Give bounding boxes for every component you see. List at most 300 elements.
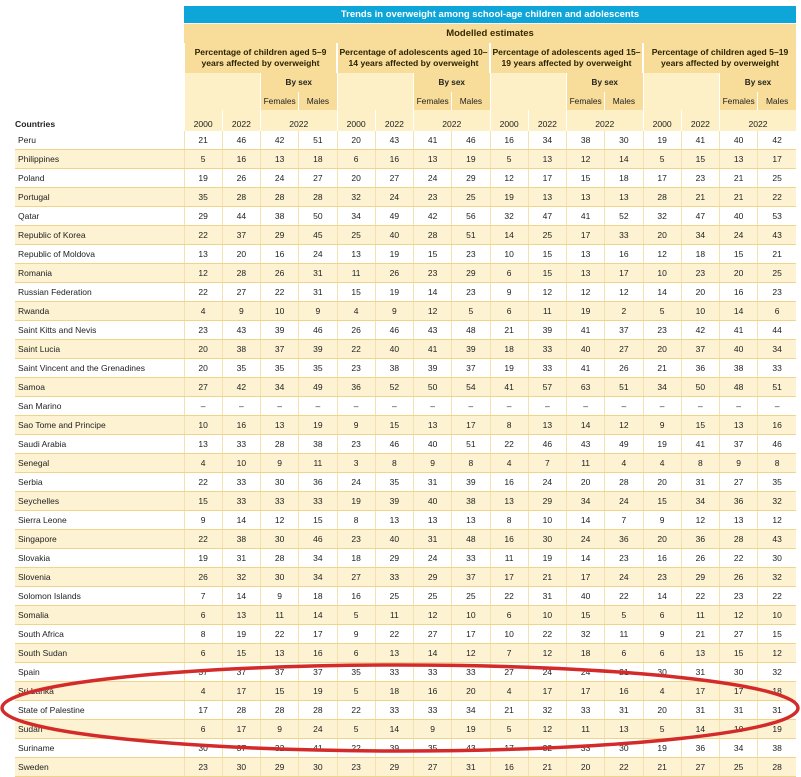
value-cell: 37 [261, 663, 299, 682]
value-cell: 32 [222, 568, 260, 587]
value-cell: 21 [184, 131, 222, 150]
group-header-5-9: Percentage of children aged 5–9 years affected by overweight [184, 43, 337, 73]
value-cell: 17 [528, 169, 566, 188]
country-name: Rwanda [15, 302, 184, 321]
table-row [15, 264, 796, 283]
value-cell: 4 [643, 682, 681, 701]
value-cell: 12 [528, 283, 566, 302]
value-cell: 25 [720, 758, 758, 777]
value-cell: 40 [375, 226, 413, 245]
value-cell: 31 [681, 663, 719, 682]
value-cell: 15 [337, 283, 375, 302]
value-cell: 18 [758, 682, 796, 701]
value-cell: 22 [758, 587, 796, 606]
value-cell: 24 [337, 473, 375, 492]
value-cell: 13 [528, 188, 566, 207]
value-cell: 11 [567, 454, 605, 473]
value-cell: 10 [720, 720, 758, 739]
value-cell: 12 [452, 644, 490, 663]
value-cell: 16 [261, 245, 299, 264]
country-name: Solomon Islands [15, 587, 184, 606]
table-row [15, 530, 796, 549]
value-cell: 36 [605, 530, 643, 549]
value-cell: 14 [222, 511, 260, 530]
value-cell: 28 [222, 701, 260, 720]
value-cell: 26 [375, 264, 413, 283]
value-cell: 15 [567, 169, 605, 188]
value-cell: 53 [758, 207, 796, 226]
country-name: Senegal [15, 454, 184, 473]
value-cell: 30 [261, 473, 299, 492]
value-cell: 15 [299, 511, 337, 530]
value-cell: 54 [452, 378, 490, 397]
value-cell: 16 [375, 150, 413, 169]
value-cell: 34 [261, 378, 299, 397]
value-cell: 10 [490, 245, 528, 264]
value-cell: 13 [375, 644, 413, 663]
value-cell: 33 [222, 435, 260, 454]
value-cell: 20 [452, 682, 490, 701]
value-cell: 13 [528, 150, 566, 169]
table-row [15, 150, 796, 169]
value-cell: 32 [490, 207, 528, 226]
value-cell: 22 [375, 625, 413, 644]
value-cell: 23 [720, 587, 758, 606]
value-cell: 8 [184, 625, 222, 644]
value-cell: 21 [720, 169, 758, 188]
value-cell: 22 [681, 587, 719, 606]
value-cell: 31 [758, 701, 796, 720]
value-cell: 10 [452, 606, 490, 625]
value-cell: 17 [528, 682, 566, 701]
value-cell: 14 [605, 150, 643, 169]
value-cell: 17 [567, 568, 605, 587]
value-cell: – [567, 397, 605, 416]
value-cell: 9 [643, 416, 681, 435]
value-cell: 14 [299, 606, 337, 625]
value-cell: 30 [528, 530, 566, 549]
value-cell: 34 [720, 739, 758, 758]
value-cell: 19 [184, 549, 222, 568]
value-cell: 9 [299, 302, 337, 321]
value-cell: 27 [222, 283, 260, 302]
value-cell: 15 [681, 150, 719, 169]
value-cell: 9 [720, 454, 758, 473]
value-cell: 11 [528, 302, 566, 321]
value-cell: 13 [567, 264, 605, 283]
value-cell: 35 [758, 473, 796, 492]
value-cell: 27 [681, 758, 719, 777]
value-cell: 5 [452, 302, 490, 321]
males-header: Males [758, 92, 796, 110]
value-cell: 30 [184, 739, 222, 758]
data-table [15, 6, 796, 777]
value-cell: 30 [299, 758, 337, 777]
value-cell: 21 [643, 758, 681, 777]
value-cell: 19 [184, 169, 222, 188]
value-cell: 4 [490, 682, 528, 701]
value-cell: 31 [452, 758, 490, 777]
value-cell: 37 [681, 340, 719, 359]
value-cell: 17 [567, 682, 605, 701]
value-cell: 9 [643, 511, 681, 530]
value-cell: 13 [720, 416, 758, 435]
value-cell: 35 [299, 359, 337, 378]
value-cell: 46 [758, 435, 796, 454]
value-cell: 50 [299, 207, 337, 226]
value-cell: 17 [490, 739, 528, 758]
value-cell: 36 [681, 739, 719, 758]
country-name: Slovenia [15, 568, 184, 587]
value-cell: 16 [299, 644, 337, 663]
value-cell: 42 [261, 131, 299, 150]
value-cell: 40 [720, 131, 758, 150]
value-cell: 13 [605, 720, 643, 739]
value-cell: 9 [414, 454, 452, 473]
value-cell: 21 [490, 321, 528, 340]
value-cell: 17 [605, 264, 643, 283]
value-cell: 17 [490, 568, 528, 587]
value-cell: 28 [643, 188, 681, 207]
value-cell: 19 [222, 625, 260, 644]
value-cell: 40 [375, 530, 413, 549]
value-cell: 23 [337, 435, 375, 454]
table-row [15, 701, 796, 720]
value-cell: 43 [414, 321, 452, 340]
value-cell: 9 [222, 302, 260, 321]
group-header-10-14: Percentage of adolescents aged 10–14 years affected by overweight [337, 43, 490, 73]
value-cell: 26 [720, 568, 758, 587]
value-cell: 30 [222, 758, 260, 777]
value-cell: 12 [414, 606, 452, 625]
value-cell: 23 [758, 283, 796, 302]
value-cell: 33 [375, 663, 413, 682]
value-cell: 27 [337, 568, 375, 587]
year-header: 2022 [681, 110, 719, 131]
value-cell: 43 [452, 739, 490, 758]
females-header: Females [720, 92, 758, 110]
country-name: Qatar [15, 207, 184, 226]
value-cell: 22 [528, 625, 566, 644]
value-cell: 24 [567, 663, 605, 682]
value-cell: 12 [758, 511, 796, 530]
table-row [15, 359, 796, 378]
value-cell: 41 [681, 435, 719, 454]
value-cell: 17 [222, 720, 260, 739]
country-name: Saint Vincent and the Grenadines [15, 359, 184, 378]
value-cell: 3 [337, 454, 375, 473]
value-cell: 39 [261, 321, 299, 340]
value-cell: 41 [681, 131, 719, 150]
value-cell: 36 [299, 473, 337, 492]
value-cell: 12 [605, 283, 643, 302]
value-cell: 34 [758, 340, 796, 359]
value-cell: 21 [758, 245, 796, 264]
value-cell: 22 [184, 226, 222, 245]
value-cell: – [681, 397, 719, 416]
value-cell: 5 [490, 150, 528, 169]
value-cell: 6 [643, 644, 681, 663]
country-name: San Marino [15, 397, 184, 416]
value-cell: 41 [567, 321, 605, 340]
value-cell: 29 [452, 264, 490, 283]
value-cell: 17 [681, 682, 719, 701]
value-cell: 24 [567, 530, 605, 549]
value-cell: 28 [261, 435, 299, 454]
value-cell: 19 [452, 720, 490, 739]
header-spacer [184, 92, 261, 110]
table-row [15, 606, 796, 625]
value-cell: 27 [414, 758, 452, 777]
value-cell: 27 [720, 473, 758, 492]
value-cell: 22 [337, 701, 375, 720]
value-cell: 12 [414, 302, 452, 321]
value-cell: 16 [490, 758, 528, 777]
value-cell: 35 [222, 359, 260, 378]
value-cell: 28 [299, 188, 337, 207]
value-cell: 18 [490, 340, 528, 359]
value-cell: 29 [261, 226, 299, 245]
value-cell: 29 [414, 568, 452, 587]
value-cell: 31 [605, 701, 643, 720]
value-cell: 32 [758, 663, 796, 682]
value-cell: 49 [605, 435, 643, 454]
value-cell: 4 [337, 302, 375, 321]
value-cell: 50 [681, 378, 719, 397]
value-cell: 19 [528, 549, 566, 568]
value-cell: 37 [184, 663, 222, 682]
countries-heading: Countries [15, 119, 56, 129]
value-cell: 13 [261, 416, 299, 435]
value-cell: 13 [414, 511, 452, 530]
value-cell: 8 [681, 454, 719, 473]
value-cell: 32 [567, 625, 605, 644]
value-cell: 36 [337, 378, 375, 397]
value-cell: 5 [605, 606, 643, 625]
males-header: Males [299, 92, 337, 110]
value-cell: 20 [567, 758, 605, 777]
country-name: Serbia [15, 473, 184, 492]
value-cell: 12 [528, 644, 566, 663]
value-cell: 26 [222, 169, 260, 188]
value-cell: 32 [758, 568, 796, 587]
value-cell: 12 [184, 264, 222, 283]
value-cell: 18 [337, 549, 375, 568]
value-cell: 14 [490, 226, 528, 245]
value-cell: 22 [490, 587, 528, 606]
value-cell: 26 [337, 321, 375, 340]
value-cell: 41 [414, 340, 452, 359]
value-cell: 11 [299, 454, 337, 473]
value-cell: 10 [222, 454, 260, 473]
value-cell: 20 [643, 530, 681, 549]
value-cell: 32 [261, 739, 299, 758]
value-cell: 35 [337, 663, 375, 682]
value-cell: 48 [452, 530, 490, 549]
value-cell: 10 [490, 625, 528, 644]
value-cell: 14 [414, 283, 452, 302]
value-cell: 29 [375, 758, 413, 777]
value-cell: 20 [643, 701, 681, 720]
value-cell: 34 [567, 492, 605, 511]
value-cell: 18 [605, 169, 643, 188]
value-cell: 33 [452, 549, 490, 568]
value-cell: 21 [528, 758, 566, 777]
value-cell: 25 [337, 226, 375, 245]
value-cell: 29 [681, 568, 719, 587]
value-cell: 13 [375, 511, 413, 530]
value-cell: 42 [681, 321, 719, 340]
value-cell: 17 [299, 625, 337, 644]
value-cell: 31 [414, 473, 452, 492]
value-cell: 20 [681, 283, 719, 302]
value-cell: 39 [375, 492, 413, 511]
value-cell: 19 [643, 739, 681, 758]
value-cell: 51 [452, 226, 490, 245]
value-cell: 11 [605, 625, 643, 644]
by-sex-header: By sex [720, 73, 797, 92]
value-cell: 17 [567, 226, 605, 245]
value-cell: 43 [567, 435, 605, 454]
value-cell: 23 [681, 264, 719, 283]
value-cell: 16 [490, 131, 528, 150]
value-cell: 22 [184, 283, 222, 302]
value-cell: 26 [605, 359, 643, 378]
year-header: 2022 [261, 110, 338, 131]
value-cell: 8 [452, 454, 490, 473]
country-name: South Africa [15, 625, 184, 644]
value-cell: 15 [528, 245, 566, 264]
value-cell: 30 [261, 568, 299, 587]
value-cell: 37 [299, 663, 337, 682]
value-cell: 8 [490, 416, 528, 435]
value-cell: 13 [567, 245, 605, 264]
value-cell: 4 [643, 454, 681, 473]
value-cell: 50 [414, 378, 452, 397]
value-cell: 29 [528, 492, 566, 511]
value-cell: 30 [605, 131, 643, 150]
value-cell: 34 [643, 378, 681, 397]
value-cell: 15 [720, 644, 758, 663]
value-cell: 12 [490, 169, 528, 188]
value-cell: 40 [375, 340, 413, 359]
value-cell: 23 [414, 264, 452, 283]
value-cell: 24 [528, 473, 566, 492]
value-cell: 27 [720, 625, 758, 644]
value-cell: 39 [452, 340, 490, 359]
value-cell: 14 [375, 720, 413, 739]
value-cell: 16 [337, 587, 375, 606]
group-header-5-19: Percentage of children aged 5–19 years affected by overweight [643, 43, 796, 73]
value-cell: 24 [720, 226, 758, 245]
value-cell: 38 [261, 207, 299, 226]
value-cell: 9 [261, 454, 299, 473]
value-cell: 6 [337, 644, 375, 663]
value-cell: 9 [643, 625, 681, 644]
value-cell: 4 [184, 682, 222, 701]
value-cell: 38 [222, 530, 260, 549]
value-cell: 22 [605, 758, 643, 777]
blank-corner [15, 6, 184, 24]
value-cell: 13 [452, 511, 490, 530]
value-cell: – [299, 397, 337, 416]
value-cell: 17 [452, 625, 490, 644]
value-cell: 22 [184, 530, 222, 549]
value-cell: 37 [720, 435, 758, 454]
header-spacer [643, 73, 720, 92]
value-cell: 38 [452, 492, 490, 511]
value-cell: 13 [414, 150, 452, 169]
table-row [15, 226, 796, 245]
value-cell: 12 [681, 511, 719, 530]
value-cell: 39 [414, 359, 452, 378]
value-cell: 17 [643, 169, 681, 188]
value-cell: 32 [337, 188, 375, 207]
value-cell: 51 [605, 378, 643, 397]
value-cell: 23 [643, 321, 681, 340]
value-cell: 16 [222, 416, 260, 435]
value-cell: 7 [490, 644, 528, 663]
value-cell: 13 [222, 606, 260, 625]
value-cell: – [720, 397, 758, 416]
value-cell: 21 [490, 701, 528, 720]
by-sex-header: By sex [414, 73, 491, 92]
value-cell: 18 [299, 150, 337, 169]
group-header-15-19: Percentage of adolescents aged 15–19 years affected by overweight [490, 43, 643, 73]
value-cell: 46 [452, 131, 490, 150]
value-cell: 46 [222, 131, 260, 150]
value-cell: 27 [605, 340, 643, 359]
country-name: State of Palestine [15, 701, 184, 720]
value-cell: 26 [261, 264, 299, 283]
value-cell: 15 [528, 264, 566, 283]
value-cell: 9 [375, 302, 413, 321]
value-cell: 23 [337, 359, 375, 378]
value-cell: 19 [375, 283, 413, 302]
value-cell: 4 [184, 454, 222, 473]
table-body [15, 131, 796, 777]
blank-corner [15, 24, 184, 44]
value-cell: – [528, 397, 566, 416]
value-cell: 20 [184, 359, 222, 378]
value-cell: 23 [605, 549, 643, 568]
value-cell: 11 [375, 606, 413, 625]
value-cell: 33 [261, 492, 299, 511]
value-cell: 5 [643, 720, 681, 739]
table-row [15, 321, 796, 340]
value-cell: 33 [528, 359, 566, 378]
value-cell: 5 [490, 720, 528, 739]
value-cell: 28 [222, 188, 260, 207]
table-row [15, 663, 796, 682]
value-cell: 13 [605, 188, 643, 207]
value-cell: 5 [643, 150, 681, 169]
value-cell: 22 [337, 340, 375, 359]
value-cell: 33 [452, 663, 490, 682]
table-row [15, 587, 796, 606]
value-cell: 15 [681, 416, 719, 435]
value-cell: 31 [299, 283, 337, 302]
value-cell: 34 [528, 131, 566, 150]
country-name: South Sudan [15, 644, 184, 663]
value-cell: 38 [299, 435, 337, 454]
value-cell: – [643, 397, 681, 416]
value-cell: 12 [758, 644, 796, 663]
value-cell: 31 [414, 530, 452, 549]
value-cell: 30 [261, 530, 299, 549]
value-cell: 8 [337, 511, 375, 530]
value-cell: 16 [414, 682, 452, 701]
